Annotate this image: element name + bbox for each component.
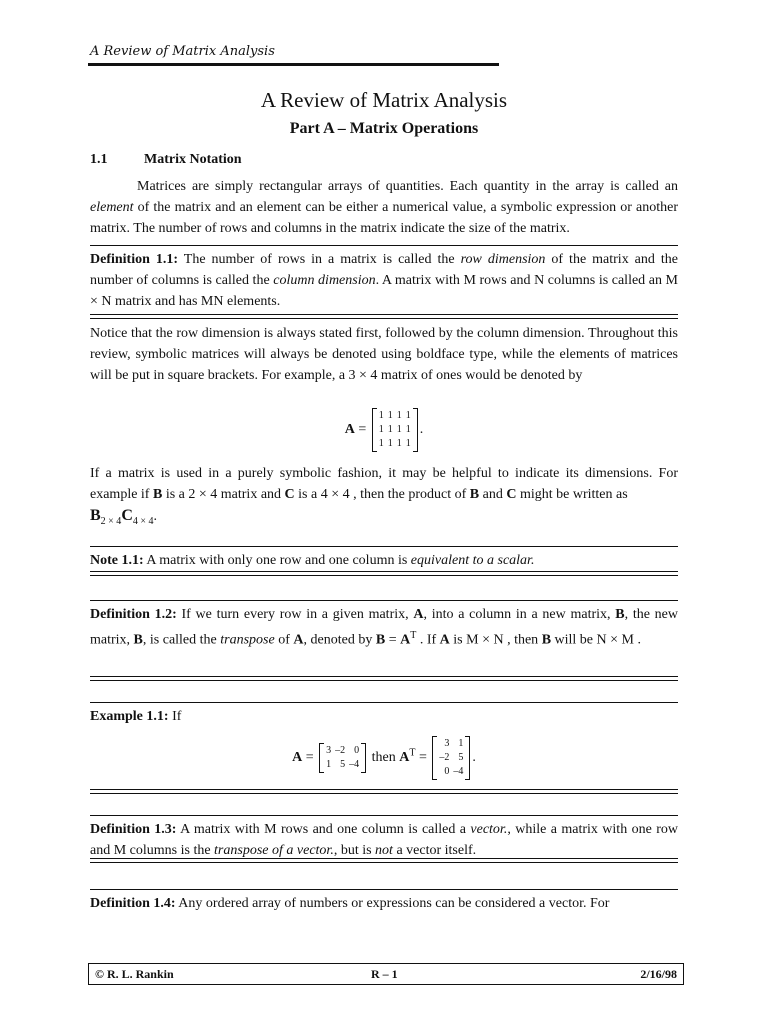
def11-em-2: column dimension bbox=[273, 273, 376, 288]
rule-def13-bottom-1 bbox=[90, 858, 678, 859]
example-1-1: Example 1.1: If bbox=[90, 709, 182, 724]
section-heading bbox=[90, 152, 242, 168]
ones-matrix: 1 1 1 1 1 1 1 1 1 1 1 1 bbox=[372, 408, 418, 452]
matrix-a-transpose: 3 1 –2 5 0 –4 bbox=[432, 736, 470, 780]
definition-1-4: Definition 1.4: Any ordered array of numbers or expressions can be considered a vector. For bbox=[90, 896, 610, 911]
intro-paragraph bbox=[90, 176, 678, 239]
eq1-equals: = bbox=[358, 422, 367, 438]
intro-text-2: of the matrix and an element can be either a numerical value, a symbolic expression or another matrix. The number of rows and columns in the matrix indicate the size of the matrix. bbox=[90, 200, 678, 236]
header-rule bbox=[88, 63, 499, 66]
page-subtitle: Part A – Matrix Operations bbox=[289, 120, 479, 137]
dims-C: C bbox=[121, 507, 133, 524]
rule-ex11-bottom-2 bbox=[90, 793, 678, 794]
note-1-1: Note 1.1: A matrix with only one row and one column is equivalent to a scalar. bbox=[90, 553, 535, 568]
dimensions-paragraph: If a matrix is used in a purely symbolic fashion, it may be helpful to indicate its dimensions. For example if B is a 2 × 4 matrix and C is a 4 × 4 , then the product of B and C might be written as $B_{2 \times 4}C_{4 \times 4}$. bbox=[90, 466, 678, 527]
section-number: 1.1 bbox=[90, 152, 108, 167]
intro-text-1: Matrices are simply rectangular arrays of quantities. Each quantity in the array is called an bbox=[137, 179, 678, 194]
notice-text: Notice that the row dimension is always stated first, followed by the column dimension. Throughout this review, symbolic matrices will always be denoted using boldface type, while the elements of matrices will be put in square brackets. For example, a 3 × 4 matrix of ones would be denoted by bbox=[90, 326, 678, 383]
page-title: A Review of Matrix Analysis bbox=[260, 88, 508, 112]
def11-label: Definition 1.1: bbox=[90, 252, 179, 267]
section-title: Matrix Notation bbox=[144, 152, 242, 167]
rule-ex11-top bbox=[90, 702, 678, 703]
rule-def11-bottom-1 bbox=[90, 314, 678, 315]
notice-paragraph bbox=[90, 323, 678, 386]
rule-def11-bottom-2 bbox=[90, 318, 678, 319]
footer-author: © R. L. Rankin bbox=[95, 967, 174, 981]
definition-1-2: Definition 1.2: If we turn every row in a given matrix, A, into a column in a new matrix, B, the new matrix, B, is called the transpose of A, denoted by $B = A^T$ . If A is M × N , then B will be N × M . bbox=[90, 607, 678, 648]
running-header: A Review of Matrix Analysis bbox=[90, 44, 275, 59]
rule-ex11-bottom-1 bbox=[90, 789, 678, 790]
equation-ones-matrix bbox=[90, 408, 678, 452]
rule-def12-top bbox=[90, 600, 678, 601]
rule-def12-bottom-1 bbox=[90, 676, 678, 677]
def11-em-1: row dimension bbox=[460, 252, 546, 267]
rule-note-top bbox=[90, 546, 678, 547]
rule-note-bottom-1 bbox=[90, 571, 678, 572]
rule-def13-top bbox=[90, 815, 678, 816]
dims-B: B bbox=[90, 507, 101, 524]
definition-1-1 bbox=[90, 249, 678, 312]
rule-def13-bottom-2 bbox=[90, 862, 678, 863]
eq1-period: . bbox=[419, 422, 424, 438]
footer-date: 2/16/98 bbox=[640, 967, 677, 981]
matrix-a: 3 –2 0 1 5 –4 bbox=[319, 743, 366, 773]
rule-def11-top bbox=[90, 245, 678, 246]
def11-text-2: of the matrix and the number of columns is called the bbox=[90, 252, 678, 288]
rule-def12-bottom-2 bbox=[90, 680, 678, 681]
definition-1-3: Definition 1.3: A matrix with M rows and one column is called a vector., while a matrix with one row and M columns is the transpose of a vector., but is not a vector itself. bbox=[90, 822, 678, 858]
rule-def14-top bbox=[90, 889, 678, 890]
page-footer bbox=[88, 963, 684, 985]
example-equation: A = 3 –2 0 1 5 –4 then $A^T$ = 3 1 –2 5 0 –4 . bbox=[90, 736, 678, 780]
rule-note-bottom-2 bbox=[90, 575, 678, 576]
eq1-lhs: A bbox=[344, 422, 355, 438]
footer-page-number: R – 1 bbox=[371, 967, 398, 981]
def11-text-1: The number of rows in a matrix is called the bbox=[178, 252, 461, 267]
intro-em: element bbox=[90, 200, 134, 215]
def11-text-3: . A matrix with M rows and N columns is called an M × N matrix and has MN elements. bbox=[90, 273, 679, 309]
